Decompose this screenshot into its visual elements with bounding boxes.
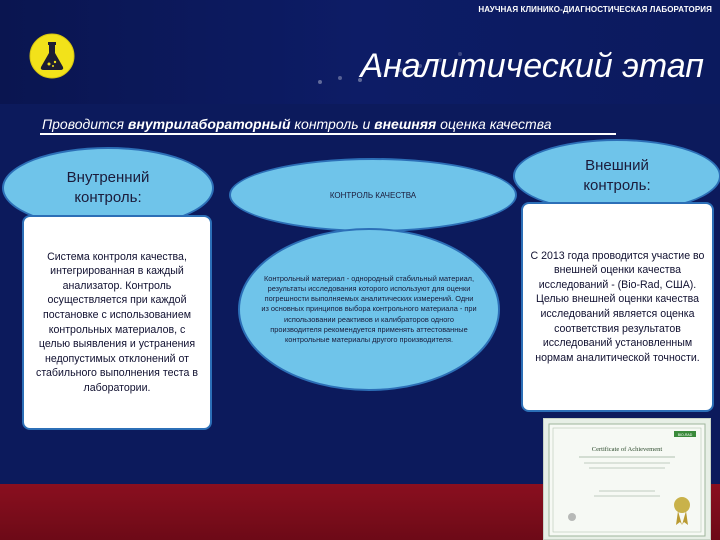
subtitle-part5: оценка качества: [436, 116, 552, 132]
certificate-brand: BIO-RAD: [677, 433, 693, 437]
flask-logo-icon: [29, 33, 75, 79]
certificate-graphic: [544, 419, 710, 539]
control-material-text: Контрольный материал - однородный стабильный материал, результаты исследования которого используют для оценки погрешности выполняемых аналитических измерений. Одни из основных принципов выбора контрольного материала - при использовании реактивов и калибраторов одного производителя рекомендуется применять аттестованные контрольные материалы другого производителя.: [261, 273, 477, 344]
certificate-image: [543, 418, 711, 540]
certificate-title: Certificate of Achievement: [591, 446, 663, 453]
external-control-text: С 2013 года проводится участие во внешней оценки качества исследований - (Bio-Rad, США). Целью внешней оценки качества исследований является оценка соответствия результатов исследований установленным нормам аналитической точности.: [530, 249, 705, 364]
subtitle-part3: контроль и: [290, 116, 375, 132]
quality-control-heading: КОНТРОЛЬ КАЧЕСТВА: [329, 190, 417, 200]
page-title: Аналитический этап: [360, 47, 704, 85]
subtitle-external-bold: внешняя: [374, 116, 437, 132]
subtitle-internal-bold: внутрилабораторный: [127, 116, 291, 132]
internal-control-text: Система контроля качества, интегрированная в каждый анализатор. Контроль осуществляется при каждой постановке с использованием контрольных материалов, с целью выявления и устранения недопустимых отклонений от стабильного выполнения теста в лаборатории.: [36, 250, 198, 394]
quality-control-oval: [229, 158, 517, 232]
control-material-oval: [238, 228, 500, 391]
subtitle-underline: [40, 133, 616, 135]
internal-control-box: [22, 215, 212, 430]
lab-name: НАУЧНАЯ КЛИНИКО-ДИАГНОСТИЧЕСКАЯ ЛАБОРАТОРИЯ: [478, 5, 712, 14]
external-control-heading: Внешний контроль:: [583, 157, 651, 194]
subtitle: [42, 116, 551, 132]
external-control-box: [521, 202, 714, 412]
subtitle-part1: Проводится: [42, 116, 128, 132]
internal-control-heading: Внутренний контроль:: [66, 169, 150, 206]
